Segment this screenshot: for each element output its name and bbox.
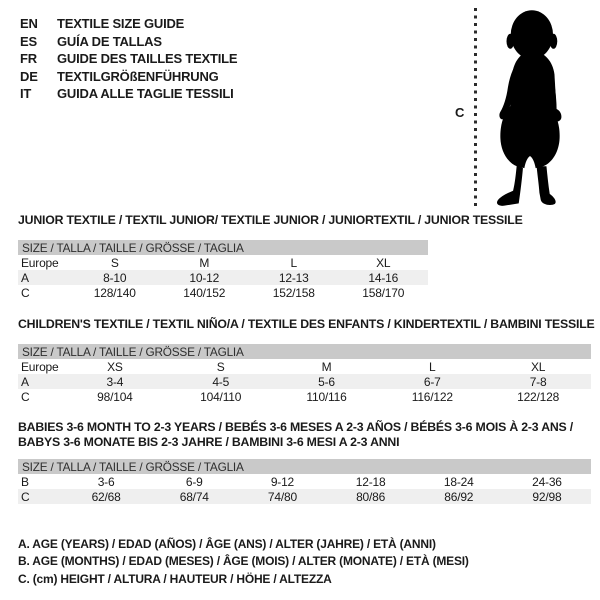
language-code: FR	[20, 51, 37, 66]
language-row	[20, 15, 237, 33]
language-code: ES	[20, 33, 37, 49]
cell: 80/86	[356, 489, 386, 504]
cell: 152/158	[272, 285, 315, 300]
cell: 110/116	[306, 389, 347, 404]
cell: 128/140	[93, 285, 136, 300]
language-code: DE	[20, 68, 38, 84]
table-row	[18, 489, 591, 504]
cell: M	[321, 359, 332, 374]
babies-size-table	[18, 459, 591, 504]
cell: 18-24	[443, 474, 474, 489]
row-label: C	[21, 389, 30, 404]
cell: S	[110, 255, 119, 270]
baby-figure	[450, 5, 598, 213]
language-label: GUIDE DES TAILLES TEXTILE	[57, 51, 238, 66]
junior-table-title: JUNIOR TEXTILE / TEXTIL JUNIOR/ TEXTILE JUNIOR / JUNIORTEXTIL / JUNIOR TESSILE	[18, 213, 523, 227]
cell: 10-12	[189, 270, 220, 285]
cell: 24-36	[532, 474, 562, 489]
babies-title-line1: BABIES 3-6 MONTH TO 2-3 YEARS / BEBÉS 3-6 MESES A 2-3 AÑOS / BÉBÉS 3-6 MOIS À 2-3 ANS /	[18, 420, 573, 434]
row-label: A	[21, 270, 29, 285]
cell: 74/80	[267, 489, 297, 504]
cell: 62/68	[91, 489, 121, 504]
cell: 98/104	[97, 389, 133, 404]
size-header-bar: SIZE / TALLA / TAILLE / GRÖSSE / TAGLIA	[18, 344, 591, 359]
height-dotted-line	[474, 8, 477, 207]
row-label: Europe	[21, 255, 59, 270]
table-row	[18, 389, 591, 404]
table-row	[18, 270, 428, 285]
footnote-b: B. AGE (MONTHS) / EDAD (MESES) / ÂGE (MOIS) / ALTER (MONATE) / ETÀ (MESI)	[18, 554, 469, 569]
size-header-bar: SIZE / TALLA / TAILLE / GRÖSSE / TAGLIA	[18, 459, 591, 474]
row-label: C	[21, 285, 30, 300]
cell: 5-6	[318, 374, 335, 389]
cell: 122/128	[517, 389, 560, 404]
cell: 12-13	[278, 270, 309, 285]
language-row	[20, 50, 237, 68]
cell: 104/110	[200, 389, 242, 404]
cell: 3-4	[106, 374, 124, 389]
cell: 12-18	[355, 474, 386, 489]
cell: L	[290, 255, 297, 270]
children-table-title: CHILDREN'S TEXTILE / TEXTIL NIÑO/A / TEXTILE DES ENFANTS / KINDERTEXTIL / BAMBINI TESSILE	[18, 317, 595, 331]
babies-table-title	[18, 420, 573, 450]
cell: 68/74	[179, 489, 209, 504]
footnote-a: A. AGE (YEARS) / EDAD (AÑOS) / ÂGE (ANS) / ALTER (JAHRE) / ETÀ (ANNI)	[18, 537, 436, 551]
language-label: TEXTILE SIZE GUIDE	[57, 16, 185, 31]
cell: 7-8	[529, 374, 547, 389]
language-label: GUIDA ALLE TAGLIE TESSILI	[57, 86, 234, 101]
cell: 6-7	[423, 374, 441, 389]
baby-silhouette-icon	[483, 8, 577, 208]
cell: 116/122	[411, 389, 453, 404]
table-row	[18, 374, 591, 389]
row-label: C	[21, 489, 30, 504]
row-label: Europe	[21, 359, 59, 374]
cell: XL	[530, 359, 546, 374]
cell: 4-5	[212, 374, 230, 389]
cell: 8-10	[103, 270, 127, 285]
row-label: A	[21, 374, 29, 389]
children-size-table	[18, 344, 591, 405]
cell: M	[199, 255, 210, 270]
table-row	[18, 474, 591, 489]
language-row	[20, 68, 237, 86]
footnote-c: C. (cm) HEIGHT / ALTURA / HAUTEUR / HÖHE / ALTEZZA	[18, 571, 332, 586]
table-row	[18, 255, 428, 270]
junior-size-table	[18, 240, 428, 301]
size-header-bar: SIZE / TALLA / TAILLE / GRÖSSE / TAGLIA	[18, 240, 428, 255]
cell: 6-9	[185, 474, 203, 489]
language-label: TEXTILGRÖßENFÜHRUNG	[57, 68, 219, 84]
cell: 92/98	[532, 489, 562, 504]
row-label: B	[21, 474, 29, 489]
language-row	[20, 33, 237, 51]
cell: 14-16	[368, 270, 399, 285]
language-code: IT	[20, 86, 32, 101]
table-row	[18, 359, 591, 374]
cell: 86/92	[444, 489, 474, 504]
cell: 140/152	[183, 285, 226, 300]
cell: L	[429, 359, 436, 374]
babies-title-line2: BABYS 3-6 MONATE BIS 2-3 JAHRE / BAMBINI 3-6 MESI A 2-3 ANNI	[18, 435, 400, 449]
cell: XL	[376, 255, 391, 270]
language-label: GUÍA DE TALLAS	[57, 33, 162, 49]
cell: S	[216, 359, 225, 374]
footnotes	[18, 536, 469, 588]
height-measure-label: C	[455, 105, 465, 120]
language-list	[20, 15, 237, 103]
language-row	[20, 85, 237, 103]
table-row	[18, 285, 428, 300]
cell: 158/170	[362, 285, 405, 300]
cell: 3-6	[97, 474, 115, 489]
cell: 9-12	[270, 474, 295, 489]
language-code: EN	[20, 16, 38, 31]
cell: XS	[107, 359, 123, 374]
